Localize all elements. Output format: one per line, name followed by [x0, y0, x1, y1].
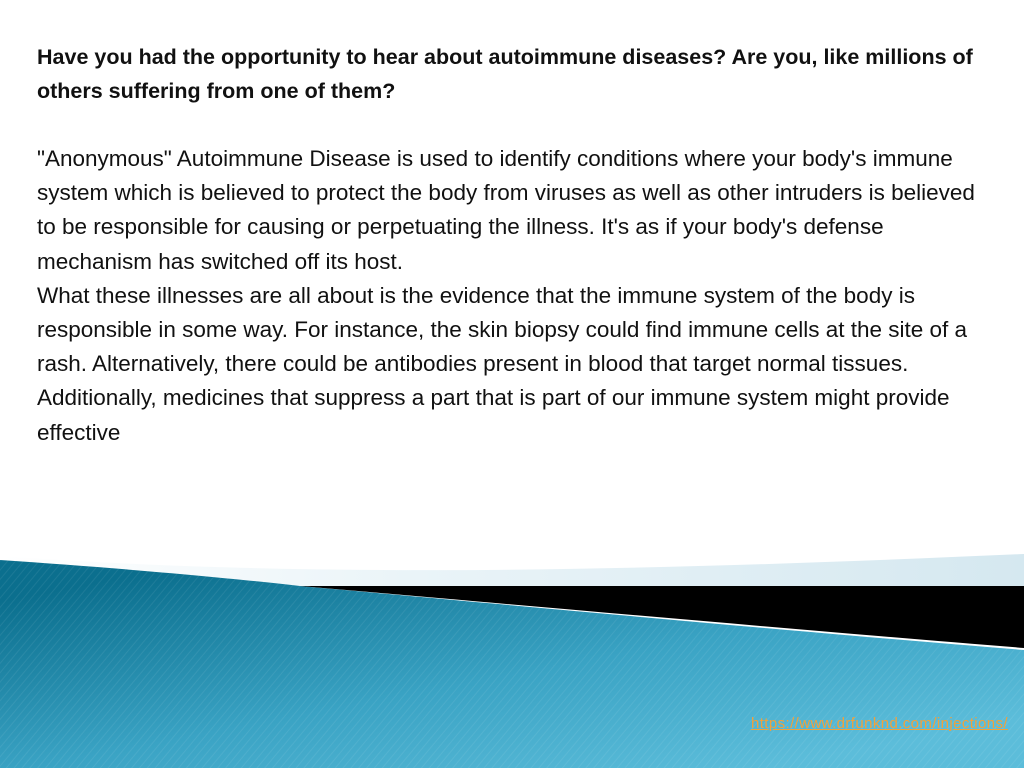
body-paragraph-1: "Anonymous" Autoimmune Disease is used to identify conditions where your body's immune system which is believed to protect the body from viruses as well as other intruders is believed to be responsible for causing or perpetuating the illness. It's as if your body's defense mechanism has switched off its host. [37, 146, 975, 274]
slide-heading: Have you had the opportunity to hear about autoimmune diseases? Are you, like millions of others suffering from one of them? [37, 45, 973, 103]
footer-url-link[interactable]: https://www.drfunknd.com/injections/ [750, 715, 1008, 732]
body-paragraph-2: What these illnesses are all about is the evidence that the immune system of the body is responsible in some way. For instance, the skin biopsy could find immune cells at the site of a rash. Alternatively, there could be antibodies present in blood that target normal tissues. Additionally, medicines that suppress a part that is part of our immune system might provide effective [37, 282, 968, 445]
